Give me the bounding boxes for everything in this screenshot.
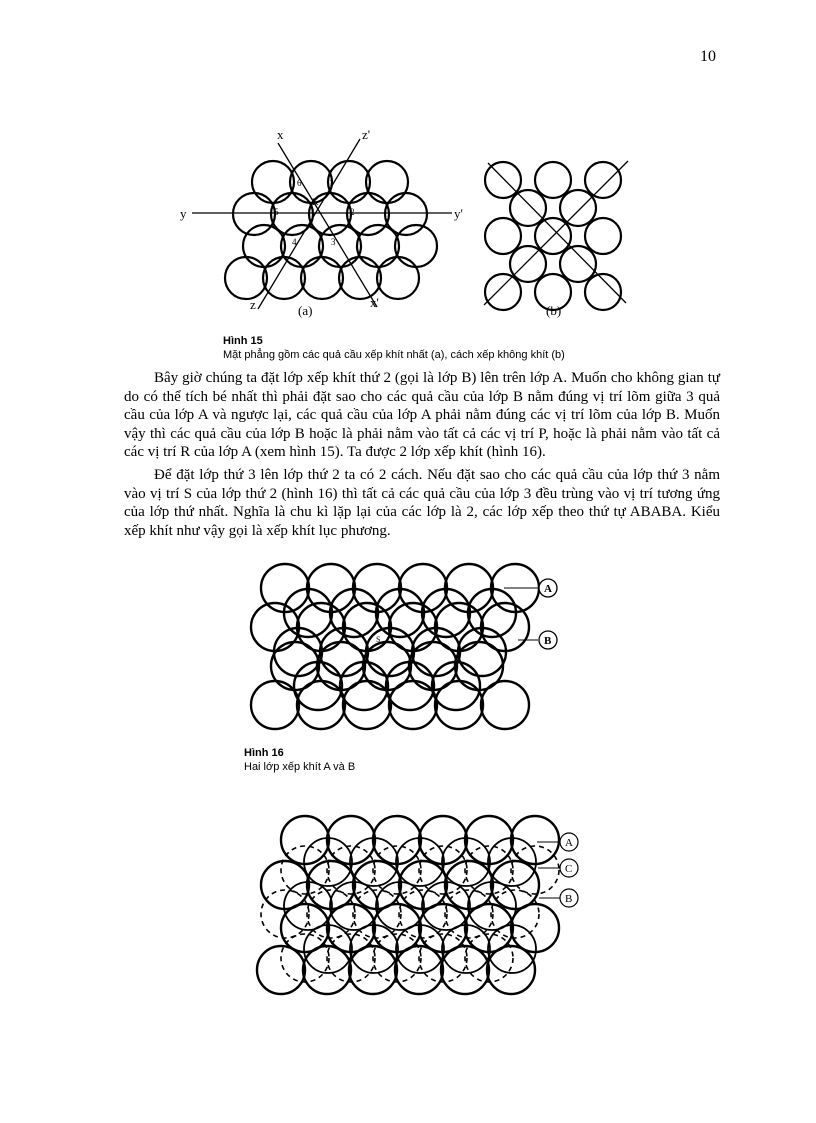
label-x-prime: x' <box>370 295 379 310</box>
label-4: 4 <box>292 237 297 247</box>
figure-15-caption-text: Mặt phẳng gồm các quả cầu xếp khít nhất (a), cách xếp không khít (b) <box>223 349 565 361</box>
figure-17 <box>245 810 590 1005</box>
page-number: 10 <box>700 48 716 65</box>
label-x: x <box>277 127 284 142</box>
label-3: 3 <box>331 237 336 247</box>
figure-15 <box>170 125 650 325</box>
label-6: 6 <box>297 178 302 188</box>
label-1: 1 <box>329 178 334 188</box>
figure-17-layer-a <box>257 816 559 994</box>
label-sub-a: (a) <box>298 303 313 318</box>
paragraph-2: Để đặt lớp thứ 3 lên lớp thứ 2 ta có 2 cách. Nếu đặt sao cho các quả cầu của lớp thứ 3 nằm vào vị trí S của lớp thứ 2 (hình 16) thì tất cả các quả cầu của lớp 3 đều trùng vào vị trí tương ứng của lớp thứ nhất. Nghĩa là chu kì lặp lại của các lớp là 2, các lớp xếp theo thứ tự ABABA. Kiểu xếp khít như vậy gọi là xếp khít lục phương. <box>124 467 720 539</box>
figure-16-caption-text: Hai lớp xếp khít A và B <box>244 761 356 773</box>
label-5: 5 <box>274 207 279 217</box>
label-y-prime: y' <box>454 206 463 221</box>
figure-16-caption-title: Hình 16 <box>244 747 284 759</box>
label-y: y <box>180 206 187 221</box>
layer-b-label: B <box>544 635 552 647</box>
label-k: K <box>312 197 319 207</box>
label-2: 2 <box>350 207 355 217</box>
layer-c-label: C <box>565 863 573 875</box>
figure-15b-diagonals <box>484 161 628 305</box>
figure-15-caption-title: Hình 15 <box>223 335 263 347</box>
layer-a-label: A <box>544 583 552 595</box>
figure-16-caption <box>244 746 355 774</box>
figure-16 <box>240 558 570 743</box>
layer-a-label: A <box>565 837 573 849</box>
figure-15-caption <box>223 334 565 362</box>
label-z-prime: z' <box>362 127 371 142</box>
label-sub-b: (b) <box>546 303 562 318</box>
label-z: z <box>250 297 256 312</box>
layer-b-label: B <box>565 893 573 905</box>
s-position-label: S <box>376 635 381 644</box>
paragraph-1: Bây giờ chúng ta đặt lớp xếp khít thứ 2 (gọi là lớp B) lên trên lớp A. Muốn cho không gian tự do có thể tích bé nhất thì phải đặt sao cho các quả cầu của lớp B nằm đúng vị trí lõm giữa 3 quả cầu của lớp A và ngược lại, các quả cầu của lớp A phải nằm đúng các vị trí lõm của lớp B. Muốn vậy thì các quả cầu của lớp B hoặc là phải nằm vào tất cả các vị trí P, hoặc là phải nằm vào tất cả các vị trí R của lớp A (xem hình 15). Ta được 2 lớp xếp khít (hình 16). <box>124 370 720 460</box>
